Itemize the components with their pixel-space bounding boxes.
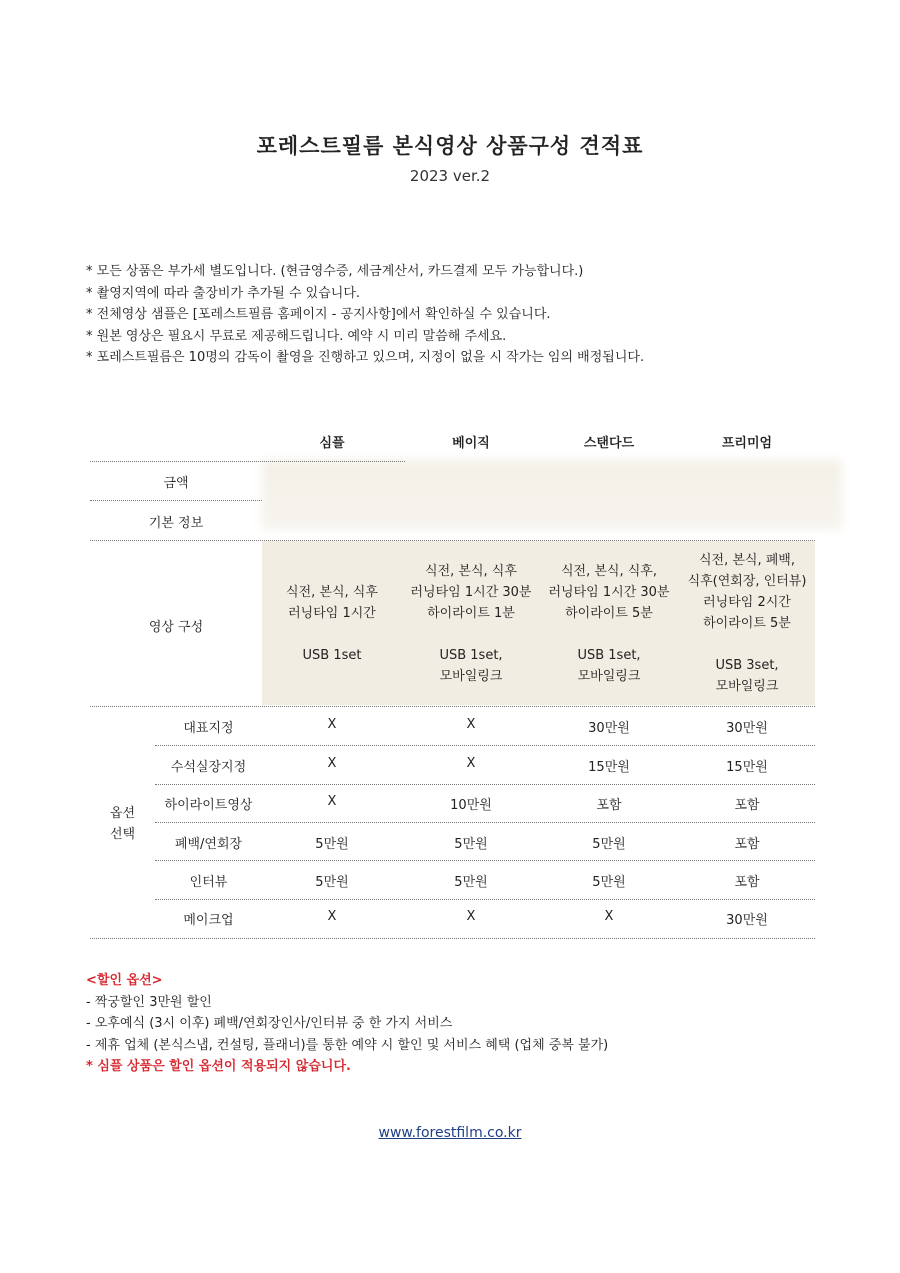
plan-header-premium: 프리미엄: [721, 436, 773, 451]
option-value: 5만원: [315, 837, 349, 852]
blurred-price-area: [262, 460, 842, 530]
option-value: 5만원: [315, 875, 349, 890]
option-name: 메이크업: [183, 913, 234, 928]
option-name: 대표지정: [183, 721, 234, 736]
discount-warning: * 심플 상품은 할인 옵션이 적용되지 않습니다.: [86, 1059, 351, 1074]
option-value: 5만원: [454, 837, 488, 852]
video-line: 러닝타임 1시간 30분: [410, 585, 532, 600]
video-line: 러닝타임 1시간: [288, 606, 376, 621]
video-line: 식전, 본식, 식후,: [560, 564, 657, 579]
option-value: 15만원: [588, 760, 630, 775]
divider: [90, 706, 815, 707]
note-item: * 원본 영상은 필요시 무료로 제공해드립니다. 예약 시 미리 말씀해 주세요.: [86, 326, 644, 348]
video-line: 하이라이트 5분: [703, 616, 791, 631]
video-delivery: USB 3set,: [715, 658, 779, 673]
video-cell-basic: [401, 561, 541, 687]
video-cell-premium: [677, 550, 817, 697]
option-value: 포함: [596, 798, 622, 813]
option-value: 30만원: [588, 721, 630, 736]
divider: [155, 822, 815, 823]
option-value: 10만원: [450, 798, 492, 813]
note-item: * 포레스트필름은 10명의 감독이 촬영을 진행하고 있으며, 지정이 없을 시 작가는 임의 배정됩니다.: [86, 347, 644, 369]
plan-header-basic: 베이직: [452, 436, 490, 451]
plan-header-simple: 심플: [319, 436, 345, 451]
divider: [155, 899, 815, 900]
page-title: 포레스트필름 본식영상 상품구성 견적표: [256, 134, 644, 158]
option-value: X: [466, 756, 476, 771]
discount-heading: <할인 옵션>: [86, 973, 163, 988]
options-group-label: 옵션 선택: [109, 806, 136, 842]
version-label: 2023 ver.2: [409, 167, 491, 185]
discount-item: - 제휴 업체 (본식스냅, 컨설팅, 플래너)를 통한 예약 시 할인 및 서비스 혜택 (업체 중복 불가): [86, 1037, 609, 1053]
option-value: 30만원: [726, 721, 768, 736]
video-line: 식전, 본식, 폐백,: [698, 553, 795, 568]
divider: [90, 500, 262, 501]
divider: [90, 938, 815, 939]
option-value: X: [327, 756, 337, 771]
row-label-info: 기본 정보: [148, 516, 204, 531]
video-delivery: 모바일링크: [577, 669, 641, 684]
row-label-video: 영상 구성: [148, 620, 204, 635]
option-value: X: [466, 909, 476, 924]
video-cell-simple: [262, 582, 402, 666]
option-value: X: [327, 909, 337, 924]
option-value: 5만원: [592, 875, 626, 890]
divider: [155, 745, 815, 746]
video-line: 식전, 본식, 식후: [286, 585, 378, 600]
discount-section: [86, 970, 608, 1078]
website-link[interactable]: www.forestfilm.co.kr: [378, 1125, 522, 1141]
note-item: * 모든 상품은 부가세 별도입니다. (현금영수증, 세금계산서, 카드결제 모두 가능합니다.): [86, 261, 644, 283]
discount-item: - 오후예식 (3시 이후) 폐백/연회장인사/인터뷰 중 한 가지 서비스: [86, 1016, 453, 1031]
option-value: 15만원: [726, 760, 768, 775]
video-line: 러닝타임 1시간 30분: [548, 585, 670, 600]
discount-item: - 짝궁할인 3만원 할인: [86, 994, 212, 1010]
plan-header-standard: 스탠다드: [583, 436, 635, 451]
option-name: 하이라이트영상: [164, 798, 253, 813]
video-delivery: 모바일링크: [439, 669, 503, 684]
video-line: 하이라이트 5분: [565, 606, 653, 621]
video-cell-standard: [539, 561, 679, 687]
option-value: X: [327, 794, 337, 809]
option-value: 5만원: [454, 875, 488, 890]
notes-list: [86, 261, 644, 369]
note-item: * 전체영상 샘플은 [포레스트필름 홈페이지 - 공지사항]에서 확인하실 수 있습니다.: [86, 304, 644, 326]
divider: [155, 860, 815, 861]
video-delivery: USB 1set,: [439, 648, 503, 663]
note-item: * 촬영지역에 따라 출장비가 추가될 수 있습니다.: [86, 283, 644, 305]
option-value: X: [466, 717, 476, 732]
option-name: 인터뷰: [189, 875, 228, 890]
option-name: 폐백/연회장: [174, 837, 243, 852]
divider: [90, 540, 815, 541]
video-line: 식전, 본식, 식후: [425, 564, 517, 579]
video-delivery: USB 1set,: [577, 648, 641, 663]
option-value: X: [327, 717, 337, 732]
option-name: 수석실장지정: [170, 760, 247, 775]
video-line: 하이라이트 1분: [427, 606, 515, 621]
option-value: 포함: [734, 875, 760, 890]
option-value: X: [604, 909, 614, 924]
video-line: 러닝타임 2시간: [703, 595, 791, 610]
option-value: 30만원: [726, 913, 768, 928]
option-value: 5만원: [592, 837, 626, 852]
option-value: 포함: [734, 837, 760, 852]
video-delivery: USB 1set: [302, 648, 362, 663]
video-line: 식후(연회장, 인터뷰): [687, 574, 807, 589]
option-value: 포함: [734, 798, 760, 813]
row-label-price: 금액: [163, 476, 189, 491]
video-delivery: 모바일링크: [715, 679, 779, 694]
divider: [90, 461, 405, 462]
divider: [155, 784, 815, 785]
